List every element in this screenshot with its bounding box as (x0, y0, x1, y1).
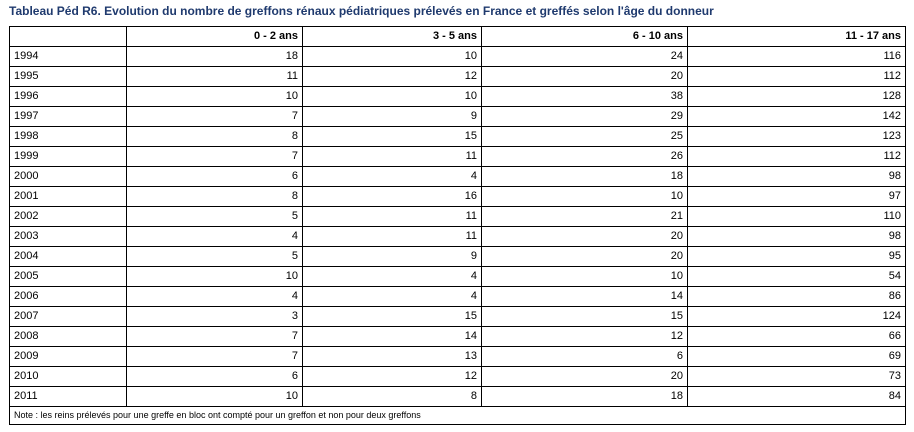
table-row (10, 187, 906, 207)
value-cell: 84 (688, 387, 906, 407)
table-note: Note : les reins prélevés pour une greffe en bloc ont compté pour un greffon et non pour deux greffons (10, 407, 906, 425)
value-cell: 11 (303, 227, 482, 247)
value-cell: 124 (688, 307, 906, 327)
year-cell: 2004 (10, 247, 127, 267)
value-cell: 54 (688, 267, 906, 287)
value-cell: 13 (303, 347, 482, 367)
value-cell: 11 (303, 207, 482, 227)
table-row (10, 87, 906, 107)
value-cell: 6 (482, 347, 688, 367)
year-cell: 2009 (10, 347, 127, 367)
value-cell: 20 (482, 247, 688, 267)
page-title: Tableau Péd R6. Evolution du nombre de greffons rénaux pédiatriques prélevés en France et greffés selon l'âge du donneur (9, 4, 714, 18)
value-cell: 73 (688, 367, 906, 387)
data-table (9, 26, 906, 425)
value-cell: 6 (127, 167, 303, 187)
value-cell: 4 (303, 267, 482, 287)
table-row (10, 207, 906, 227)
header-row (10, 27, 906, 47)
column-header: 6 - 10 ans (482, 27, 688, 47)
year-cell: 2002 (10, 207, 127, 227)
year-cell: 1997 (10, 107, 127, 127)
value-cell: 14 (482, 287, 688, 307)
value-cell: 110 (688, 207, 906, 227)
value-cell: 12 (303, 67, 482, 87)
value-cell: 95 (688, 247, 906, 267)
value-cell: 10 (127, 87, 303, 107)
value-cell: 4 (127, 227, 303, 247)
value-cell: 29 (482, 107, 688, 127)
value-cell: 10 (127, 267, 303, 287)
value-cell: 16 (303, 187, 482, 207)
column-header: 3 - 5 ans (303, 27, 482, 47)
value-cell: 8 (303, 387, 482, 407)
year-cell: 1995 (10, 67, 127, 87)
value-cell: 9 (303, 107, 482, 127)
year-cell: 1998 (10, 127, 127, 147)
value-cell: 5 (127, 207, 303, 227)
value-cell: 10 (127, 387, 303, 407)
value-cell: 10 (303, 87, 482, 107)
value-cell: 8 (127, 187, 303, 207)
year-cell: 1996 (10, 87, 127, 107)
value-cell: 12 (482, 327, 688, 347)
table-row (10, 147, 906, 167)
value-cell: 98 (688, 167, 906, 187)
value-cell: 7 (127, 107, 303, 127)
value-cell: 98 (688, 227, 906, 247)
table-row (10, 387, 906, 407)
value-cell: 10 (303, 47, 482, 67)
value-cell: 38 (482, 87, 688, 107)
table-row (10, 367, 906, 387)
year-cell: 2005 (10, 267, 127, 287)
value-cell: 112 (688, 67, 906, 87)
value-cell: 5 (127, 247, 303, 267)
value-cell: 9 (303, 247, 482, 267)
value-cell: 20 (482, 67, 688, 87)
value-cell: 4 (127, 287, 303, 307)
value-cell: 112 (688, 147, 906, 167)
year-cell: 2003 (10, 227, 127, 247)
value-cell: 18 (127, 47, 303, 67)
year-cell: 1994 (10, 47, 127, 67)
table-row (10, 327, 906, 347)
value-cell: 24 (482, 47, 688, 67)
value-cell: 25 (482, 127, 688, 147)
table-body (10, 47, 906, 407)
value-cell: 10 (482, 187, 688, 207)
value-cell: 20 (482, 367, 688, 387)
value-cell: 7 (127, 147, 303, 167)
value-cell: 142 (688, 107, 906, 127)
column-header: 11 - 17 ans (688, 27, 906, 47)
value-cell: 123 (688, 127, 906, 147)
value-cell: 8 (127, 127, 303, 147)
value-cell: 4 (303, 287, 482, 307)
value-cell: 97 (688, 187, 906, 207)
value-cell: 86 (688, 287, 906, 307)
year-cell: 2000 (10, 167, 127, 187)
value-cell: 20 (482, 227, 688, 247)
table-row (10, 267, 906, 287)
table-row (10, 127, 906, 147)
value-cell: 26 (482, 147, 688, 167)
value-cell: 66 (688, 327, 906, 347)
value-cell: 7 (127, 327, 303, 347)
table-row (10, 347, 906, 367)
year-cell: 2011 (10, 387, 127, 407)
table-row (10, 227, 906, 247)
value-cell: 116 (688, 47, 906, 67)
value-cell: 4 (303, 167, 482, 187)
corner-cell (10, 27, 127, 47)
value-cell: 18 (482, 167, 688, 187)
value-cell: 14 (303, 327, 482, 347)
value-cell: 15 (303, 127, 482, 147)
value-cell: 7 (127, 347, 303, 367)
year-cell: 2007 (10, 307, 127, 327)
table-row (10, 287, 906, 307)
value-cell: 69 (688, 347, 906, 367)
table-row (10, 67, 906, 87)
year-cell: 2010 (10, 367, 127, 387)
table-row (10, 307, 906, 327)
value-cell: 10 (482, 267, 688, 287)
value-cell: 6 (127, 367, 303, 387)
year-cell: 1999 (10, 147, 127, 167)
value-cell: 15 (303, 307, 482, 327)
value-cell: 128 (688, 87, 906, 107)
value-cell: 11 (303, 147, 482, 167)
year-cell: 2008 (10, 327, 127, 347)
table-row (10, 247, 906, 267)
year-cell: 2006 (10, 287, 127, 307)
year-cell: 2001 (10, 187, 127, 207)
value-cell: 15 (482, 307, 688, 327)
value-cell: 18 (482, 387, 688, 407)
table-row (10, 107, 906, 127)
value-cell: 12 (303, 367, 482, 387)
column-header: 0 - 2 ans (127, 27, 303, 47)
table-row (10, 167, 906, 187)
value-cell: 21 (482, 207, 688, 227)
table-row (10, 47, 906, 67)
value-cell: 3 (127, 307, 303, 327)
note-row (10, 407, 906, 425)
value-cell: 11 (127, 67, 303, 87)
